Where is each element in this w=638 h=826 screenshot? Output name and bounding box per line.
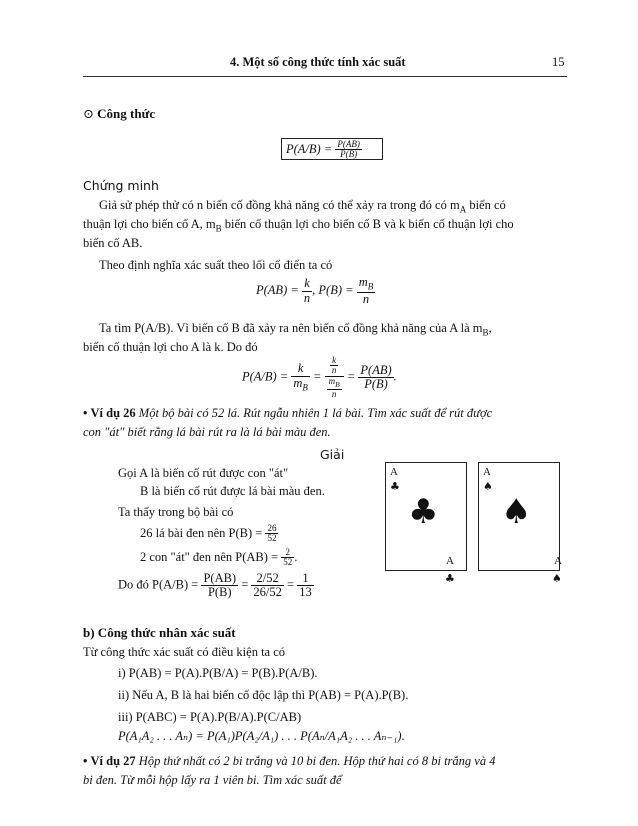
eq2-eq2: = — [346, 369, 356, 384]
solution-line-e — [140, 548, 297, 568]
proof-heading: Chứng minh — [83, 178, 159, 193]
ace-of-spades-card — [478, 462, 560, 571]
proof-para1-line1-end: biến có — [466, 198, 506, 212]
eq1-num2-sub: B — [367, 281, 374, 292]
ace-of-clubs-card — [385, 462, 467, 571]
line-f-num2: 2/52 — [251, 572, 283, 586]
eq1-num: k — [302, 277, 312, 291]
eq1-den: n — [303, 290, 311, 305]
section-b-heading: b) Công thức nhân xác suất — [83, 625, 236, 640]
example26-text-line1: Một bộ bài có 52 lá. Rút ngẫu nhiên 1 lá bài. Tìm xác suất để rút được — [138, 406, 493, 420]
formula-section-heading — [83, 106, 155, 122]
proof-para3-line2: biến cố thuận lợi cho A là k. Do đó — [83, 340, 258, 354]
header-title: 4. Một số công thức tính xác suất — [230, 55, 406, 69]
boxed-formula-num: P(AB) — [337, 139, 360, 149]
line-f-den2: 26/52 — [253, 585, 282, 600]
spade-icon: ♠ — [552, 572, 562, 585]
proof-para1-line2-text: thuận lợi cho biến cố A, m — [83, 217, 216, 231]
example26-line1 — [83, 406, 492, 421]
example27-label: Ví dụ 27 — [90, 754, 136, 768]
solution-line-b: B là biến cố rút được lá bài màu đen. — [140, 484, 325, 498]
proof-para3-line1-sub: B — [482, 327, 489, 338]
line-e-text: 2 con "át" đen nên P(AB) = — [140, 549, 279, 564]
equation-2 — [242, 356, 397, 399]
eq2-nn-den: n — [331, 365, 337, 376]
line-f-den3: 13 — [299, 585, 312, 600]
section-b-item-ii: ii) Nếu A, B là hai biến cố độc lập thì P(AB) = P(A).P(B). — [118, 688, 409, 702]
section-b-item-iv: P(A₁A₂ . . . Aₙ) = P(A₁)P(A₂/A₁) . . . P(Aₙ/A₁A₂ . . . Aₙ₋₁). — [118, 729, 405, 743]
boxed-formula-lhs: P(A/B) = — [286, 141, 333, 156]
line-f-num1: P(AB) — [203, 571, 237, 585]
proof-para3-line1-text: Ta tìm P(A/B). Vì biến cố B đã xảy ra nên biến cố đồng khả năng của A là m — [99, 321, 483, 335]
eq1-den2: n — [362, 291, 370, 306]
line-d-text: 26 lá bài đen nên P(B) = — [140, 525, 263, 540]
proof-para1-line3: biến cố AB. — [83, 236, 143, 250]
example27-text-line1: Hộp thứ nhất có 2 bi trắng và 10 bi đen. Hộp thứ hai có 8 bi trắng và 4 — [138, 754, 496, 768]
solution-line-a: Gọi A là biến cố rút được con "át" — [118, 466, 289, 480]
section-b-item-iii: iii) P(ABC) = P(A).P(B/A).P(C/AB) — [118, 710, 302, 724]
boxed-formula-den: P(B) — [340, 149, 358, 160]
boxed-formula — [286, 140, 362, 160]
eq1-num2: m — [358, 275, 368, 289]
proof-para1-line1-text: Giả sử phép thử có n biến cố đồng khả năng có thể xảy ra trong đó có m — [99, 198, 460, 212]
card-rank-bottom: A — [554, 555, 562, 567]
eq1-lhs: P(AB) = — [256, 282, 299, 297]
club-icon: ♣ — [390, 480, 400, 493]
spade-icon: ♠ — [501, 492, 532, 532]
line-e-end: . — [294, 549, 298, 564]
eq2-den1-sub: B — [302, 382, 308, 393]
example26-line2: con "át" biết rằng lá bài rút ra là lá bài màu đen. — [83, 425, 331, 439]
bullet-icon: • — [83, 754, 88, 768]
header-rule — [83, 76, 567, 77]
line-d-den: 52 — [267, 533, 277, 544]
example27-line2: bi đen. Từ mỗi hộp lấy ra 1 viên bi. Tìm xác suất để — [83, 773, 342, 787]
eq2-num1: k — [291, 362, 310, 376]
eq2-nd-num: m — [328, 375, 336, 386]
eq2-den1: m — [293, 375, 303, 390]
line-f-num3: 1 — [297, 572, 314, 586]
page-number: 15 — [552, 55, 565, 69]
eq2-eq: = — [313, 369, 322, 384]
club-icon: ♣ — [445, 572, 455, 585]
proof-para1-line2-sub: B — [215, 223, 222, 234]
eq2-nd-den: n — [331, 388, 337, 399]
solution-line-d — [140, 524, 278, 544]
formula-heading-text: Công thức — [97, 106, 156, 121]
equation-1 — [256, 276, 375, 306]
club-icon: ♣ — [408, 492, 439, 532]
eq1-mid: , P(B) = — [312, 282, 354, 297]
proof-para1-line1 — [99, 198, 506, 215]
spade-icon: ♠ — [483, 480, 493, 493]
line-e-den: 52 — [283, 557, 293, 568]
proof-para2: Theo định nghĩa xác suất theo lối cổ điển ta có — [99, 258, 333, 272]
line-f-text: Do đó P(A/B) = — [118, 577, 199, 592]
proof-para3-line1 — [99, 321, 492, 338]
section-b-intro: Từ công thức xác suất có điều kiện ta có — [83, 645, 286, 659]
bullet-icon: • — [83, 406, 88, 420]
eq2-num3: P(AB) — [360, 362, 392, 377]
eq2-nn-num: k — [330, 356, 339, 366]
card-rank-bottom: A — [446, 555, 454, 567]
card-rank-top: A — [390, 466, 398, 478]
eq2-end: . — [393, 369, 397, 384]
line-d-num: 26 — [267, 523, 277, 533]
proof-para3-line1-end: , — [488, 321, 492, 335]
solution-line-c: Ta thấy trong bộ bài có — [118, 505, 234, 519]
solution-heading: Giải — [320, 447, 345, 462]
example27-line1 — [83, 754, 495, 769]
line-f-eq2: = — [287, 577, 295, 592]
proof-para1-line1-sub: A — [459, 204, 467, 215]
eq2-nd-sub: B — [335, 379, 340, 389]
eq2-lhs: P(A/B) = — [242, 369, 289, 384]
line-f-eq: = — [241, 577, 249, 592]
line-f-den1: P(B) — [207, 585, 232, 600]
circle-dot-icon: ⊙ — [83, 106, 94, 121]
example26-label: Ví dụ 26 — [90, 406, 136, 420]
proof-para1-line2-end: biến cố thuận lợi cho biến cố B và k biến cố thuận lợi cho — [221, 217, 514, 231]
line-e-num: 2 — [281, 548, 294, 558]
solution-line-f — [118, 572, 314, 599]
section-b-item-i: i) P(AB) = P(A).P(B/A) = P(B).P(A/B). — [118, 666, 318, 680]
proof-para1-line2 — [83, 217, 514, 234]
eq2-den3: P(B) — [364, 377, 388, 391]
card-rank-top: A — [483, 466, 491, 478]
